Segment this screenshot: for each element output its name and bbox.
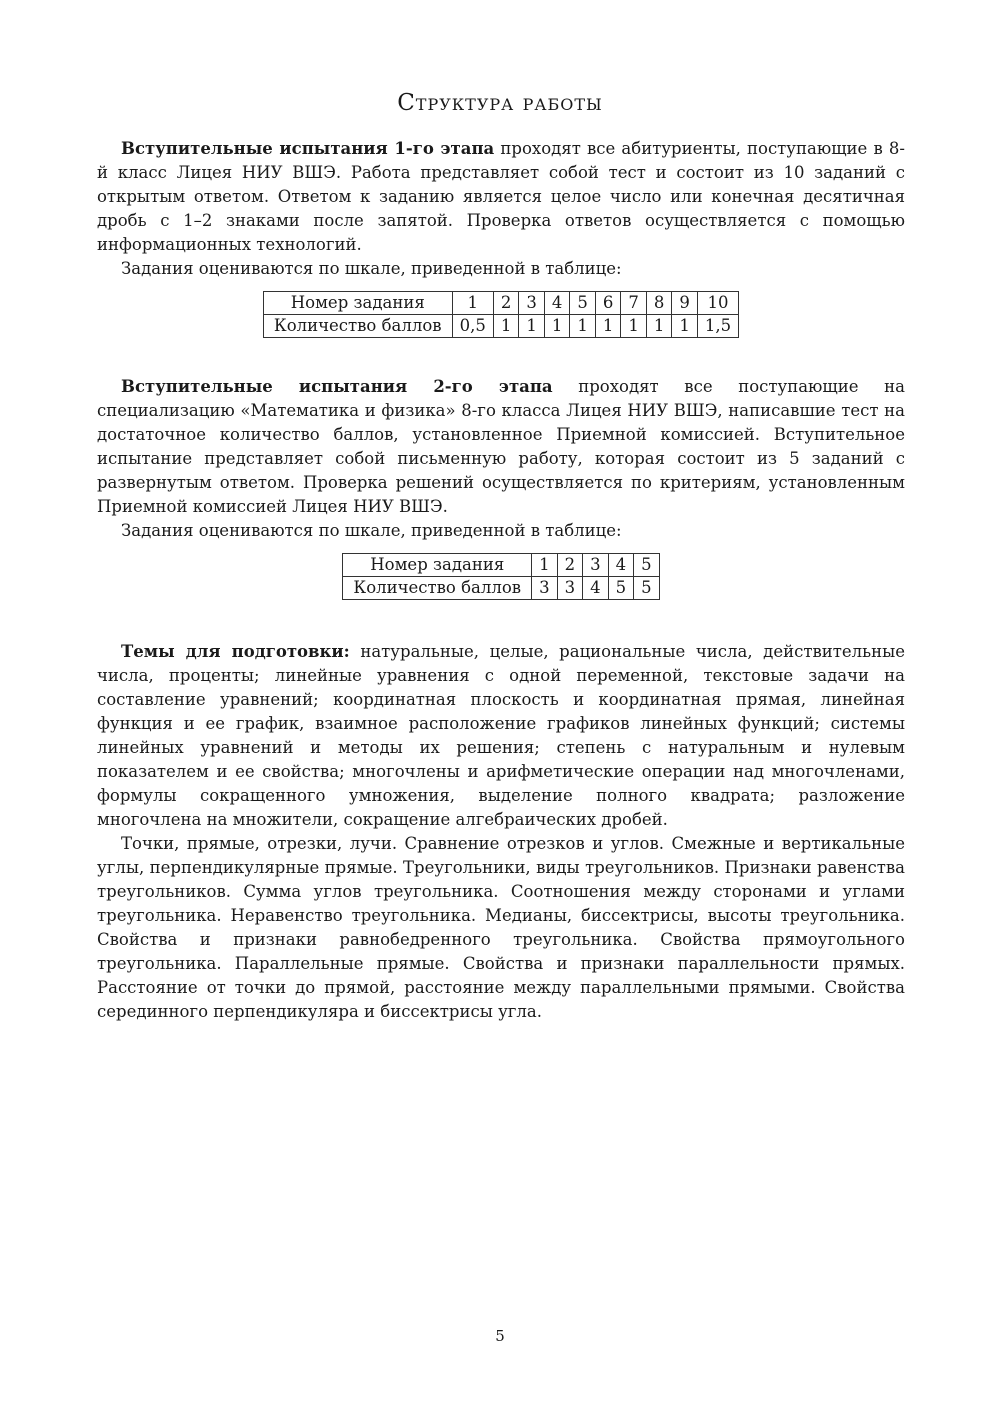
points-value: 1 bbox=[570, 315, 596, 338]
task-number: 5 bbox=[570, 292, 596, 315]
points-value: 1 bbox=[493, 315, 519, 338]
points-value: 5 bbox=[634, 577, 660, 600]
points-value: 1,5 bbox=[697, 315, 738, 338]
stage2-section bbox=[97, 375, 905, 600]
table-row bbox=[263, 292, 738, 315]
stage1-scale-note: Задания оцениваются по шкале, приведенной в таблице: bbox=[121, 259, 622, 278]
table-row bbox=[343, 577, 659, 600]
stage2-text: проходят все поступающие на специализацию «Математика и физика» 8-го класса Лицея НИУ ВШЭ, написавшие тест на достаточное количество баллов, установленное Приемной комиссией. Вступительное испытание представляет собой письменную работу, которая состоит из 5 заданий с развернутым ответом. Проверка решений осуществляется по критериям, установленным Приемной комиссией Лицея НИУ ВШЭ. bbox=[97, 377, 905, 516]
points-value: 1 bbox=[621, 315, 647, 338]
points-label: Количество баллов bbox=[263, 315, 452, 338]
task-number: 4 bbox=[608, 554, 634, 577]
points-value: 3 bbox=[532, 577, 558, 600]
stage1-paragraph bbox=[97, 137, 905, 257]
task-number: 1 bbox=[532, 554, 558, 577]
page-title: Структура работы bbox=[397, 90, 603, 116]
points-value: 3 bbox=[557, 577, 583, 600]
task-number: 9 bbox=[672, 292, 698, 315]
stage2-lead: Вступительные испытания 2-го этапа bbox=[121, 377, 553, 396]
topics-geometry-paragraph: Точки, прямые, отрезки, лучи. Сравнение отрезков и углов. Смежные и вертикальные углы, перпендикулярные прямые. Треугольники, виды треугольников. Признаки равенства треугольников. Сумма углов треугольника. Соотношения между сторонами и углами треугольника. Неравенство треугольника. Медианы, биссектрисы, высоты треугольника. Свойства и признаки равнобедренного треугольника. Свойства прямоугольного треугольника. Параллельные прямые. Свойства и признаки параллельности прямых. Расстояние от точки до прямой, расстояние между параллельными прямыми. Свойства серединного перпендикуляра и биссектрисы угла. bbox=[97, 834, 905, 1021]
task-number-label: Номер задания bbox=[343, 554, 532, 577]
task-number: 1 bbox=[452, 292, 493, 315]
task-number: 6 bbox=[595, 292, 621, 315]
page-number: 5 bbox=[495, 1327, 505, 1345]
points-value: 1 bbox=[672, 315, 698, 338]
points-value: 1 bbox=[646, 315, 672, 338]
topics-section bbox=[97, 640, 905, 1024]
task-number: 3 bbox=[583, 554, 609, 577]
points-value: 1 bbox=[595, 315, 621, 338]
points-value: 4 bbox=[583, 577, 609, 600]
table-row bbox=[263, 315, 738, 338]
stage1-lead: Вступительные испытания 1-го этапа bbox=[121, 139, 495, 158]
task-number-label: Номер задания bbox=[263, 292, 452, 315]
stage2-paragraph bbox=[97, 375, 905, 519]
points-value: 0,5 bbox=[452, 315, 493, 338]
task-number: 2 bbox=[557, 554, 583, 577]
points-value: 1 bbox=[519, 315, 545, 338]
task-number: 7 bbox=[621, 292, 647, 315]
points-value: 5 bbox=[608, 577, 634, 600]
task-number: 4 bbox=[544, 292, 570, 315]
table-row bbox=[343, 554, 659, 577]
stage1-section bbox=[97, 137, 905, 338]
task-number: 5 bbox=[634, 554, 660, 577]
task-number: 8 bbox=[646, 292, 672, 315]
stage1-score-table bbox=[263, 291, 739, 338]
points-label: Количество баллов bbox=[343, 577, 532, 600]
stage2-score-table bbox=[342, 553, 659, 600]
task-number: 10 bbox=[697, 292, 738, 315]
stage2-scale-note: Задания оцениваются по шкале, приведенной в таблице: bbox=[121, 521, 622, 540]
topics-algebra-text: натуральные, целые, рациональные числа, действительные числа, проценты; линейные уравнения с одной переменной, текстовые задачи на составление уравнений; координатная плоскость и координатная прямая, линейная функция и ее график, взаимное расположение графиков линейных функций; системы линейных уравнений и методы их решения; степень с натуральным и нулевым показателем и ее свойства; многочлены и арифметические операции над многочленами, формулы сокращенного умножения, выделение полного квадрата; разложение многочлена на множители, сокращение алгебраических дробей. bbox=[97, 642, 906, 829]
topics-algebra-paragraph bbox=[97, 640, 905, 832]
stage1-text: проходят все абитуриенты, поступающие в 8-й класс Лицея НИУ ВШЭ. Работа представляет собой тест и состоит из 10 заданий с открытым ответом. Ответом к заданию является целое число или конечная десятичная дробь с 1–2 знаками после запятой. Проверка ответов осуществляется с помощью информационных технологий. bbox=[97, 139, 905, 254]
points-value: 1 bbox=[544, 315, 570, 338]
task-number: 2 bbox=[493, 292, 519, 315]
task-number: 3 bbox=[519, 292, 545, 315]
topics-lead: Темы для подготовки: bbox=[121, 642, 350, 661]
